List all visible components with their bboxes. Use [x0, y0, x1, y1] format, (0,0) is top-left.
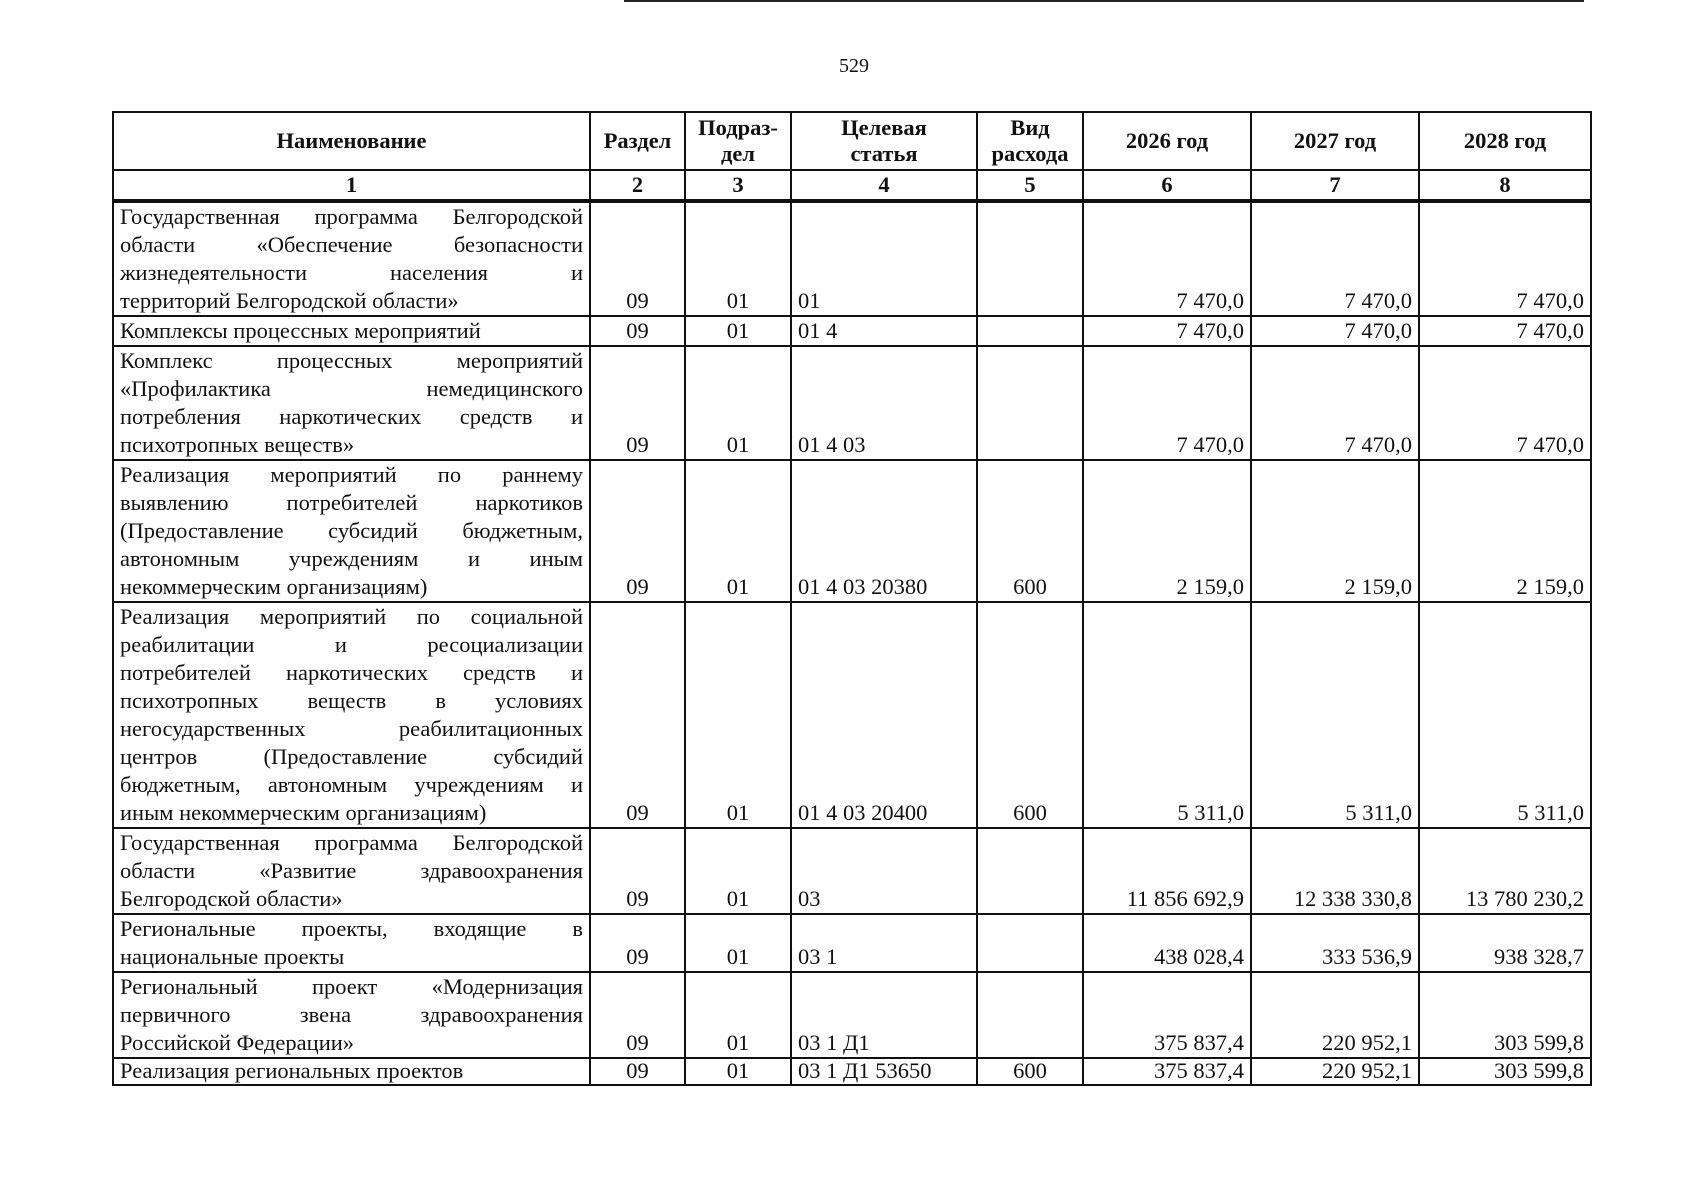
row-2026: 2 159,0: [1083, 460, 1251, 602]
row-vid-raskhoda: [977, 316, 1083, 346]
row-razdel: 09: [590, 201, 685, 316]
row-name-line: Комплексы процессных мероприятий: [120, 318, 481, 343]
row-podrazdel: 01: [685, 346, 791, 460]
row-razdel: 09: [590, 828, 685, 914]
row-vid-raskhoda: [977, 828, 1083, 914]
row-2027: 12 338 330,8: [1251, 828, 1419, 914]
row-2026: 438 028,4: [1083, 914, 1251, 972]
column-number: 5: [977, 170, 1083, 201]
row-name-line: области «Развитие здравоохранения: [120, 858, 583, 883]
table-row: [113, 914, 1591, 972]
row-name: [113, 914, 590, 972]
row-vid-raskhoda: 600: [977, 602, 1083, 828]
row-name-line: центров (Предоставление субсидий: [120, 744, 583, 769]
row-podrazdel: 01: [685, 602, 791, 828]
row-name-line: иным некоммерческим организациям): [120, 800, 487, 825]
row-vid-raskhoda: [977, 914, 1083, 972]
row-name-line: выявлению потребителей наркотиков: [120, 490, 583, 515]
row-name-line: Реализация мероприятий по раннему: [120, 462, 583, 487]
table-row: [113, 316, 1591, 346]
table-row: [113, 346, 1591, 460]
row-name: [113, 1058, 590, 1085]
header-razdel: Раздел: [590, 112, 685, 170]
budget-table: [112, 111, 1592, 1086]
row-tselevaya-statya: 01 4 03 20380: [791, 460, 977, 602]
row-name: [113, 460, 590, 602]
row-razdel: 09: [590, 346, 685, 460]
row-tselevaya-statya: 03 1: [791, 914, 977, 972]
table-row: [113, 1058, 1591, 1085]
column-number: 1: [113, 170, 590, 201]
row-name-line: Комплекс процессных мероприятий: [120, 348, 583, 373]
row-name-line: потребления наркотических средств и: [120, 404, 583, 429]
header-2027: 2027 год: [1251, 112, 1419, 170]
header-2028: 2028 год: [1419, 112, 1591, 170]
row-name-line: негосударственных реабилитационных: [120, 716, 583, 741]
row-name-line: Региональный проект «Модернизация: [120, 974, 583, 999]
row-2026: 375 837,4: [1083, 972, 1251, 1058]
row-tselevaya-statya: 03: [791, 828, 977, 914]
row-name-line: национальные проекты: [120, 944, 345, 969]
row-2028: 938 328,7: [1419, 914, 1591, 972]
row-podrazdel: 01: [685, 1058, 791, 1085]
column-numbers-row: [113, 170, 1591, 201]
row-name-line: Государственная программа Белгородской: [120, 204, 583, 229]
row-tselevaya-statya: 01 4 03: [791, 346, 977, 460]
header-2026: 2026 год: [1083, 112, 1251, 170]
row-2028: 303 599,8: [1419, 1058, 1591, 1085]
row-name-line: Российской Федерации»: [120, 1030, 355, 1055]
row-2027: 2 159,0: [1251, 460, 1419, 602]
column-number: 3: [685, 170, 791, 201]
row-2026: 7 470,0: [1083, 316, 1251, 346]
row-name: [113, 972, 590, 1058]
row-tselevaya-statya: 03 1 Д1 53650: [791, 1058, 977, 1085]
row-name-line: жизнедеятельности населения и: [120, 260, 583, 285]
row-name-line: территорий Белгородской области»: [120, 288, 459, 313]
column-number: 2: [590, 170, 685, 201]
row-2026: 5 311,0: [1083, 602, 1251, 828]
row-name: [113, 346, 590, 460]
column-number: 4: [791, 170, 977, 201]
table-row: [113, 602, 1591, 828]
row-2028: 7 470,0: [1419, 201, 1591, 316]
row-2028: 7 470,0: [1419, 346, 1591, 460]
row-2028: 5 311,0: [1419, 602, 1591, 828]
row-2028: 7 470,0: [1419, 316, 1591, 346]
row-name-line: (Предоставление субсидий бюджетным,: [120, 518, 583, 543]
column-number: 8: [1419, 170, 1591, 201]
header-name: Наименование: [113, 112, 590, 170]
row-name-line: психотропных веществ»: [120, 432, 355, 457]
row-name: [113, 316, 590, 346]
row-vid-raskhoda: 600: [977, 460, 1083, 602]
row-name-line: Региональные проекты, входящие в: [120, 916, 583, 941]
row-name-line: бюджетным, автономным учреждениям и: [120, 772, 583, 797]
header-podrazdel: Подраз- дел: [685, 112, 791, 170]
row-name-line: реабилитации и ресоциализации: [120, 632, 583, 657]
row-razdel: 09: [590, 972, 685, 1058]
row-2028: 13 780 230,2: [1419, 828, 1591, 914]
row-2027: 7 470,0: [1251, 316, 1419, 346]
row-podrazdel: 01: [685, 914, 791, 972]
row-tselevaya-statya: 01 4 03 20400: [791, 602, 977, 828]
row-2026: 11 856 692,9: [1083, 828, 1251, 914]
scan-edge-line: [624, 0, 1584, 2]
row-vid-raskhoda: [977, 346, 1083, 460]
table-row: [113, 972, 1591, 1058]
row-tselevaya-statya: 03 1 Д1: [791, 972, 977, 1058]
row-tselevaya-statya: 01: [791, 201, 977, 316]
row-name: [113, 602, 590, 828]
row-name-line: психотропных веществ в условиях: [120, 688, 583, 713]
row-name-line: Реализация региональных проектов: [120, 1058, 464, 1083]
row-tselevaya-statya: 01 4: [791, 316, 977, 346]
row-2027: 5 311,0: [1251, 602, 1419, 828]
table-row: [113, 828, 1591, 914]
row-razdel: 09: [590, 1058, 685, 1085]
row-razdel: 09: [590, 316, 685, 346]
table-body: [113, 201, 1591, 1085]
row-podrazdel: 01: [685, 828, 791, 914]
row-2026: 375 837,4: [1083, 1058, 1251, 1085]
row-podrazdel: 01: [685, 316, 791, 346]
row-2026: 7 470,0: [1083, 201, 1251, 316]
row-2027: 220 952,1: [1251, 972, 1419, 1058]
row-podrazdel: 01: [685, 201, 791, 316]
row-name-line: автономным учреждениям и иным: [120, 546, 583, 571]
table-row: [113, 460, 1591, 602]
row-razdel: 09: [590, 460, 685, 602]
row-name-line: Белгородской области»: [120, 886, 343, 911]
row-name: [113, 828, 590, 914]
table-row: [113, 201, 1591, 316]
row-vid-raskhoda: [977, 201, 1083, 316]
row-name-line: некоммерческим организациям): [120, 574, 428, 599]
page-number: 529: [839, 55, 869, 77]
header-vid-raskhoda: Вид расхода: [977, 112, 1083, 170]
row-name-line: области «Обеспечение безопасности: [120, 232, 583, 257]
column-number: 7: [1251, 170, 1419, 201]
header-row: [113, 112, 1591, 170]
row-2026: 7 470,0: [1083, 346, 1251, 460]
row-name-line: первичного звена здравоохранения: [120, 1002, 583, 1027]
row-razdel: 09: [590, 602, 685, 828]
row-name-line: Государственная программа Белгородской: [120, 830, 583, 855]
row-podrazdel: 01: [685, 460, 791, 602]
row-2028: 303 599,8: [1419, 972, 1591, 1058]
row-podrazdel: 01: [685, 972, 791, 1058]
row-vid-raskhoda: [977, 972, 1083, 1058]
column-number: 6: [1083, 170, 1251, 201]
row-2027: 7 470,0: [1251, 201, 1419, 316]
row-name-line: потребителей наркотических средств и: [120, 660, 583, 685]
row-name: [113, 201, 590, 316]
row-2027: 7 470,0: [1251, 346, 1419, 460]
row-2027: 333 536,9: [1251, 914, 1419, 972]
row-2027: 220 952,1: [1251, 1058, 1419, 1085]
header-tselevaya-statya: Целевая статья: [791, 112, 977, 170]
row-vid-raskhoda: 600: [977, 1058, 1083, 1085]
row-razdel: 09: [590, 914, 685, 972]
row-2028: 2 159,0: [1419, 460, 1591, 602]
row-name-line: «Профилактика немедицинского: [120, 376, 583, 401]
row-name-line: Реализация мероприятий по социальной: [120, 604, 583, 629]
